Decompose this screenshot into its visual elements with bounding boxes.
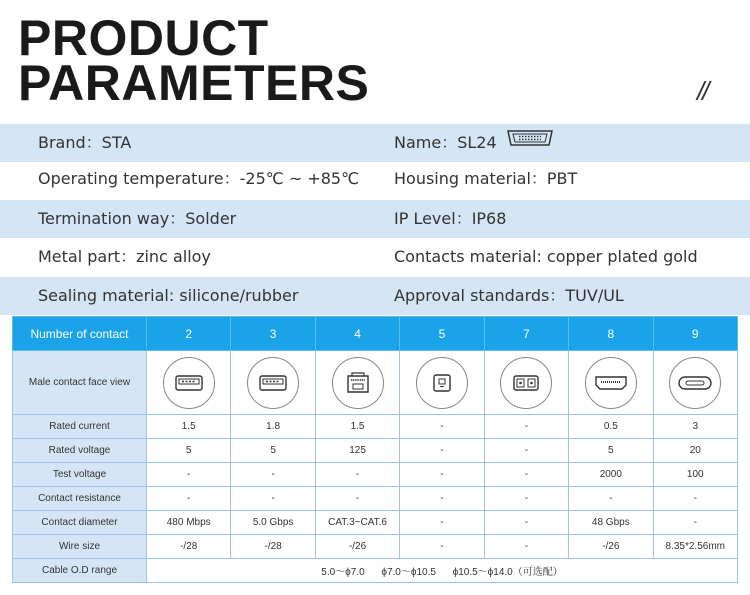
row-label: Cable O.D range [13,559,147,583]
face-cell [569,351,653,415]
dual-square-face-icon [500,357,552,409]
title-line-2: PARAMETERS [18,55,370,111]
param-row [0,124,750,162]
param-approval-standards: Approval standards：TUV/UL [394,286,624,305]
table-cell: - [400,463,484,487]
table-header-row [13,317,738,351]
table-cell: - [484,439,568,463]
header-cell: 4 [315,317,399,351]
usb-c-face-icon [669,357,721,409]
table-cell: 125 [315,439,399,463]
usb-a-face-icon [163,357,215,409]
header-label: Number of contact [13,317,147,351]
usb-a-face-icon [247,357,299,409]
header-cell: 9 [653,317,737,351]
param-termination-way: Termination way：Solder [38,209,237,228]
param-sealing-material: Sealing material: silicone/rubber [38,286,299,305]
table-row [13,535,738,559]
param-housing-material: Housing material：PBT [394,169,578,188]
table-cell: - [315,487,399,511]
row-label: Contact resistance [13,487,147,511]
table-cell: -/26 [315,535,399,559]
param-row [0,277,750,315]
table-row [13,439,738,463]
face-cell [400,351,484,415]
header-cell: 2 [147,317,231,351]
table-cell: - [231,487,315,511]
table-cell: - [653,511,737,535]
table-cell: 20 [653,439,737,463]
row-label: Rated voltage [13,439,147,463]
face-cell [653,351,737,415]
param-row [0,238,750,276]
header-cell: 7 [484,317,568,351]
table-cell: - [484,415,568,439]
hdmi-face-icon [585,357,637,409]
table-cell: CAT.3~CAT.6 [315,511,399,535]
header-cell: 3 [231,317,315,351]
table-row [13,559,738,583]
decorative-slashes: // [697,76,708,106]
table-row [13,463,738,487]
table-cell: - [400,415,484,439]
table-cell: - [315,463,399,487]
table-row [13,415,738,439]
face-cell [231,351,315,415]
table-cell: 1.8 [231,415,315,439]
table-cell: -/28 [147,535,231,559]
row-label: Wire size [13,535,147,559]
table-cell: - [484,511,568,535]
table-row [13,487,738,511]
table-cell: -/26 [569,535,653,559]
header-cell: 8 [569,317,653,351]
table-cell: - [147,487,231,511]
param-metal-part: Metal part：zinc alloy [38,247,211,266]
table-cell: - [484,535,568,559]
row-label: Male contact face view [13,351,147,415]
face-cell [484,351,568,415]
table-cell: 5.0 Gbps [231,511,315,535]
square-pin-face-icon [416,357,468,409]
table-cell: 0.5 [569,415,653,439]
face-cell [147,351,231,415]
face-cell [315,351,399,415]
param-row [0,200,750,238]
table-cell: - [484,487,568,511]
table-cell: 1.5 [147,415,231,439]
table-cell: 1.5 [315,415,399,439]
param-name-text: Name：SL24 [394,133,497,152]
param-brand: Brand：STA [38,133,132,152]
spec-table [12,316,738,583]
cable-od-range-value: 5.0～ϕ7.0 ϕ7.0～ϕ10.5 ϕ10.5～ϕ14.0（可选配） [147,559,738,583]
table-cell: - [569,487,653,511]
table-cell: 3 [653,415,737,439]
param-contacts-material: Contacts material: copper plated gold [394,247,698,266]
page-title [18,10,370,111]
table-cell: - [400,439,484,463]
table-cell: 48 Gbps [569,511,653,535]
table-row [13,511,738,535]
connector-outline-icon [505,123,555,161]
row-label: Rated current [13,415,147,439]
table-cell: 5 [569,439,653,463]
table-cell: 100 [653,463,737,487]
param-row [0,160,750,198]
table-cell: 5 [147,439,231,463]
table-cell: - [400,535,484,559]
title-line-1: PRODUCT [18,10,269,66]
table-cell: - [231,463,315,487]
header-cell: 5 [400,317,484,351]
param-ip-level: IP Level：IP68 [394,209,507,228]
table-cell: 8.35*2.56mm [653,535,737,559]
table-cell: - [147,463,231,487]
table-cell: - [653,487,737,511]
table-row [13,351,738,415]
table-cell: -/28 [231,535,315,559]
table-cell: 2000 [569,463,653,487]
row-label: Test voltage [13,463,147,487]
table-cell: - [484,463,568,487]
table-cell: - [400,511,484,535]
rj45-face-icon [332,357,384,409]
table-cell: 480 Mbps [147,511,231,535]
row-label: Contact diameter [13,511,147,535]
table-cell: 5 [231,439,315,463]
param-operating-temperature: Operating temperature：-25℃ ~ +85℃ [38,169,360,188]
table-cell: - [400,487,484,511]
param-name [394,124,555,162]
